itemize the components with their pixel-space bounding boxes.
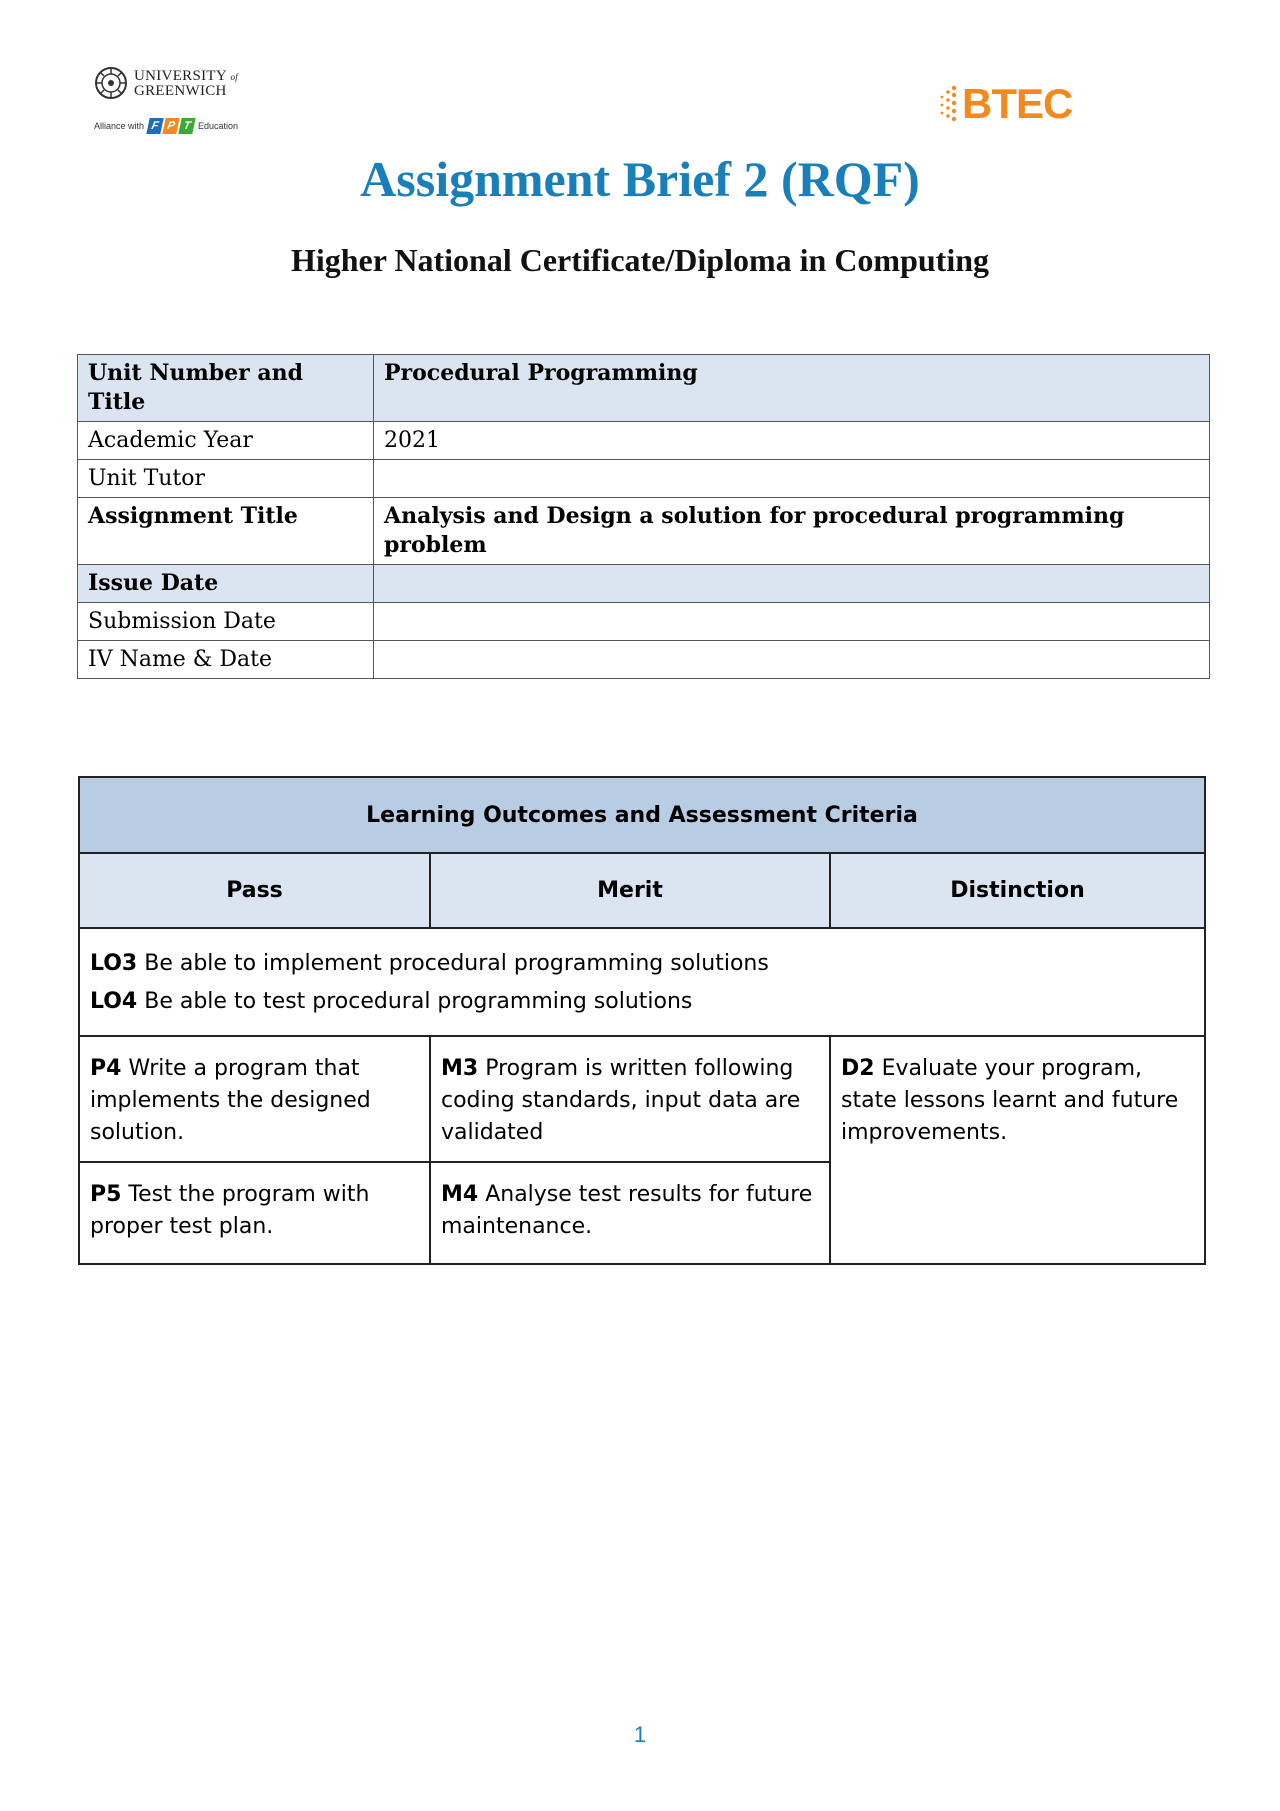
info-row xyxy=(78,498,1210,565)
info-row xyxy=(78,603,1210,641)
info-row xyxy=(78,641,1210,679)
info-value: Procedural Programming xyxy=(374,355,1210,422)
outcomes-heading: Learning Outcomes and Assessment Criteria xyxy=(79,777,1205,853)
info-row xyxy=(78,460,1210,498)
alliance-prefix: Alliance with xyxy=(94,121,145,131)
assignment-info-table xyxy=(77,354,1210,679)
info-value: 2021 xyxy=(374,422,1210,460)
info-label: IV Name & Date xyxy=(78,641,374,679)
info-label: Submission Date xyxy=(78,603,374,641)
info-value xyxy=(374,565,1210,603)
criterion-m3: M3 Program is written following coding standards, input data are validated xyxy=(430,1036,830,1162)
info-value: Analysis and Design a solution for procedural programming problem xyxy=(374,498,1210,565)
info-label: Assignment Title xyxy=(78,498,374,565)
learning-outcomes-table xyxy=(78,776,1206,1265)
info-row xyxy=(78,355,1210,422)
learning-outcomes-list xyxy=(79,928,1205,1036)
alliance-suffix: Education xyxy=(198,121,239,131)
learning-outcome-lo3: LO3 Be able to implement procedural programming solutions xyxy=(90,951,769,976)
fpt-alliance-logo xyxy=(94,118,238,134)
info-label: Unit Tutor xyxy=(78,460,374,498)
info-value xyxy=(374,460,1210,498)
column-merit: Merit xyxy=(430,853,830,928)
btec-logo xyxy=(938,80,1073,127)
info-label: Unit Number and Title xyxy=(78,355,374,422)
info-row xyxy=(78,565,1210,603)
criterion-d2: D2 Evaluate your program, state lessons learnt and future improvements. xyxy=(830,1036,1205,1264)
column-distinction: Distinction xyxy=(830,853,1205,928)
learning-outcome-lo4: LO4 Be able to test procedural programming solutions xyxy=(90,989,693,1014)
university-seal-icon xyxy=(94,66,128,100)
info-value xyxy=(374,641,1210,679)
info-label: Academic Year xyxy=(78,422,374,460)
criterion-p5: P5 Test the program with proper test plan. xyxy=(79,1162,430,1264)
page-subtitle: Higher National Certificate/Diploma in Computing xyxy=(290,242,990,278)
fpt-logo: F P T xyxy=(148,118,194,134)
page-title: Assignment Brief 2 (RQF) xyxy=(360,151,920,207)
info-label: Issue Date xyxy=(78,565,374,603)
university-name: UNIVERSITY of GREENWICH xyxy=(134,67,239,99)
criterion-p4: P4 Write a program that implements the designed solution. xyxy=(79,1036,430,1162)
btec-wordmark: BTEC xyxy=(962,80,1073,127)
info-row xyxy=(78,422,1210,460)
university-logo xyxy=(94,66,238,100)
criterion-m4: M4 Analyse test results for future maintenance. xyxy=(430,1162,830,1264)
column-pass: Pass xyxy=(79,853,430,928)
page-number: 1 xyxy=(633,1722,647,1747)
btec-dots-icon xyxy=(938,84,960,124)
info-value xyxy=(374,603,1210,641)
